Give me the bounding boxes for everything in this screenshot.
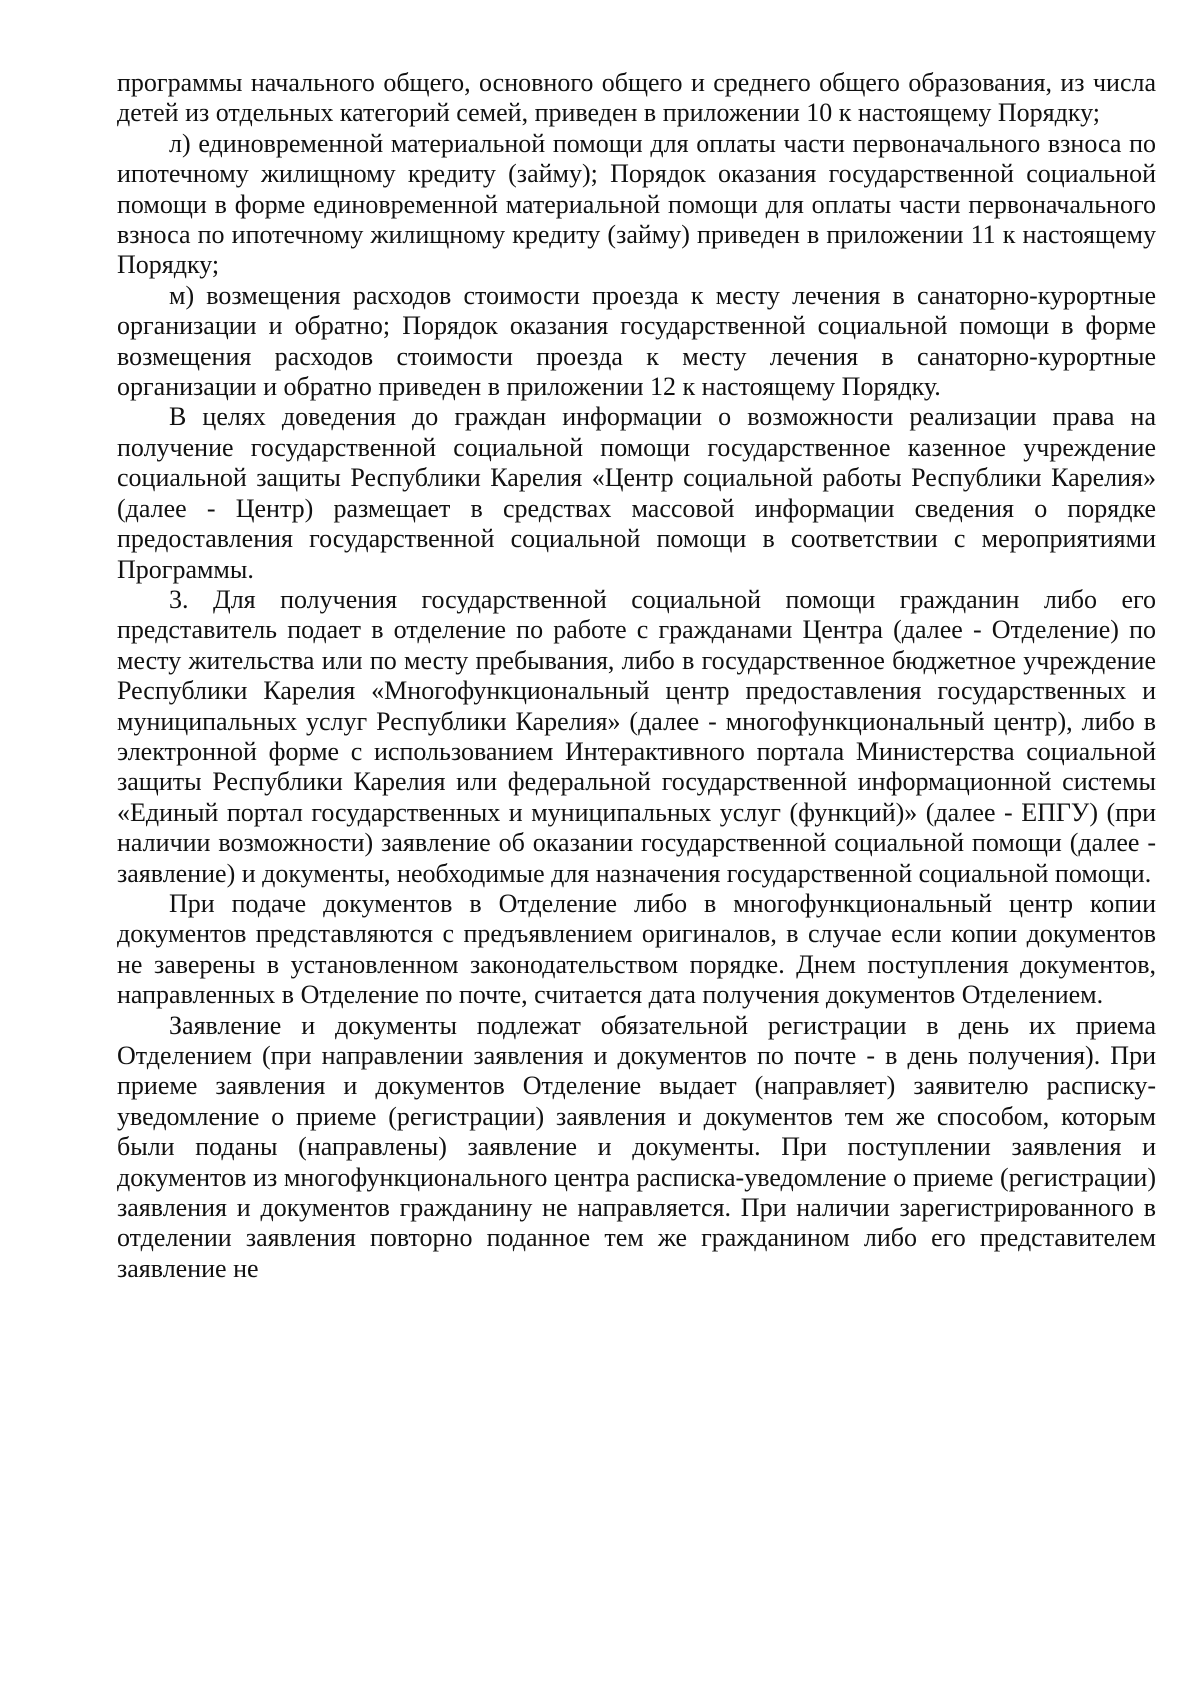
paragraph-item-m: м) возмещения расходов стоимости проезда к месту лечения в санаторно-курортные организации и обратно; Порядок оказания государственной социальной помощи в форме возмещения расходов стоимости проезда к месту лечения в санаторно-курортные организации и обратно приведен в приложении 12 к настоящему Порядку. [117,280,1156,402]
paragraph-continuation: программы начального общего, основного общего и среднего общего образования, из числа детей из отдельных категорий семей, приведен в приложении 10 к настоящему Порядку; [117,68,1156,128]
document-page [117,68,1156,1284]
paragraph-document-submission: При подаче документов в Отделение либо в многофункциональный центр копии документов представляются с предъявлением оригиналов, в случае если копии документов не заверены в установленном законодательством порядке. Днем поступления документов, направленных в Отделение по почте, считается дата получения документов Отделением. [117,888,1156,1010]
paragraph-item-l: л) единовременной материальной помощи для оплаты части первоначального взноса по ипотечному жилищному кредиту (займу); Порядок оказания государственной социальной помощи в форме единовременной материальной помощи для оплаты части первоначального взноса по ипотечному жилищному кредиту (займу) приведен в приложении 11 к настоящему Порядку; [117,128,1156,280]
paragraph-information: В целях доведения до граждан информации о возможности реализации права на получение государственной социальной помощи государственное казенное учреждение социальной защиты Республики Карелия «Центр социальной работы Республики Карелия» (далее - Центр) размещает в средствах массовой информации сведения о порядке предоставления государственной социальной помощи в соответствии с мероприятиями Программы. [117,402,1156,584]
paragraph-registration: Заявление и документы подлежат обязательной регистрации в день их приема Отделением (при направлении заявления и документов по почте - в день получения). При приеме заявления и документов Отделение выдает (направляет) заявителю расписку-уведомление о приеме (регистрации) заявления и документов тем же способом, которым были поданы (направлены) заявление и документы. При поступлении заявления и документов из многофункционального центра расписка-уведомление о приеме (регистрации) заявления и документов гражданину не направляется. При наличии зарегистрированного в отделении заявления повторно поданное тем же гражданином либо его представителем заявление не [117,1010,1156,1283]
paragraph-clause-3: 3. Для получения государственной социальной помощи гражданин либо его представитель подает в отделение по работе с гражданами Центра (далее - Отделение) по месту жительства или по месту пребывания, либо в государственное бюджетное учреждение Республики Карелия «Многофункциональный центр предоставления государственных и муниципальных услуг Республики Карелия» (далее - многофункциональный центр), либо в электронной форме с использованием Интерактивного портала Министерства социальной защиты Республики Карелия или федеральной государственной информационной системы «Единый портал государственных и муниципальных услуг (функций)» (далее - ЕПГУ) (при наличии возможности) заявление об оказании государственной социальной помощи (далее - заявление) и документы, необходимые для назначения государственной социальной помощи. [117,584,1156,888]
